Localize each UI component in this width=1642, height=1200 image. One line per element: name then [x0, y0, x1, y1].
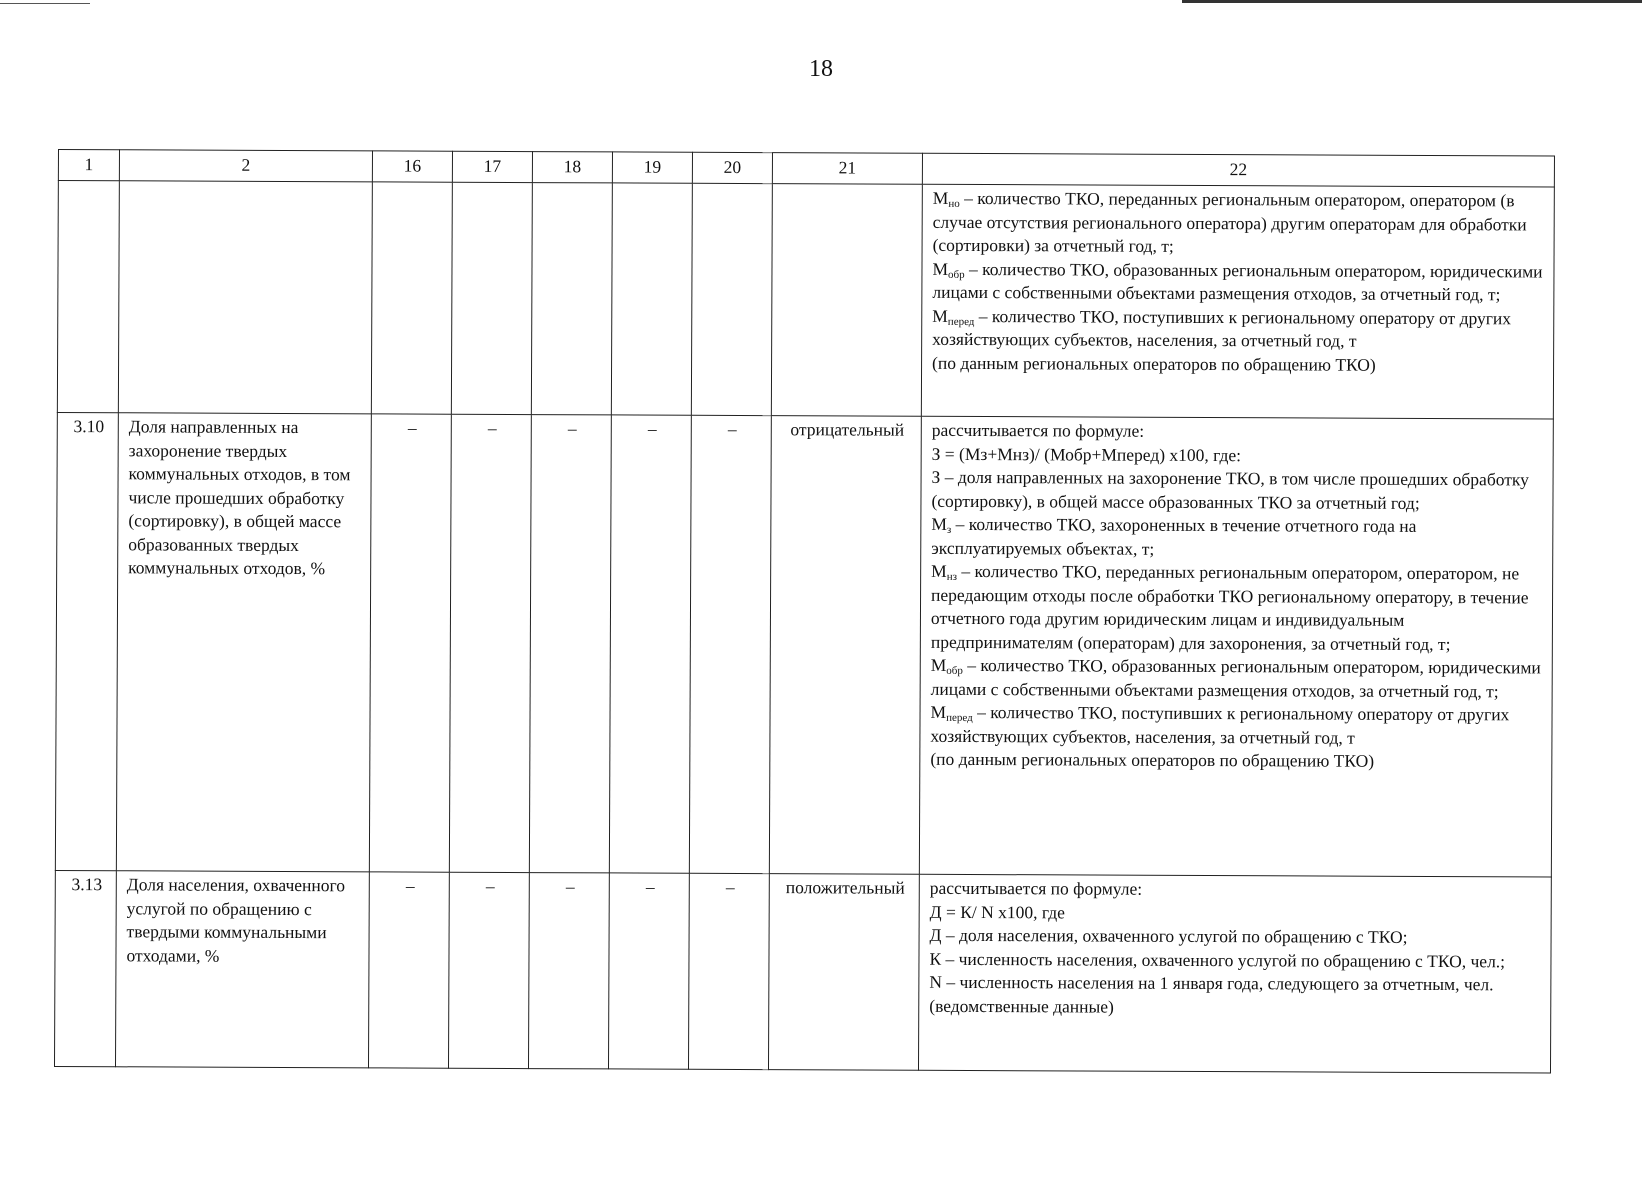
- column-header: 1: [58, 150, 119, 181]
- trend-sign: [771, 184, 922, 417]
- column-header: 19: [612, 152, 692, 183]
- indicator-name: [118, 181, 372, 414]
- description-line: $М_{перед}$ – количество ТКО, поступивших к региональному оператору от других хозяйствующих субъектов, населения, за отчетный год, т: [932, 305, 1512, 351]
- column-header: 18: [532, 152, 612, 183]
- formula: Д = К/ N x100, где: [929, 901, 1065, 922]
- column-header: 16: [372, 151, 452, 182]
- cell-16: –: [368, 872, 449, 1068]
- description-line: рассчитывается по формуле:: [929, 877, 1143, 899]
- formula: З = (Мз+Мнз)/ (Мобр+Мперед) x100, где:: [931, 443, 1242, 465]
- description-line: $М_{но}$ – количество ТКО, переданных региональным оператором, оператором (в случае отсутствия регионального оператора) другим операторам для обработки (сортировки) за отчетный год, т;: [932, 187, 1527, 256]
- indicator-name: Доля населения, охваченного услугой по обращению с твердыми коммунальными отходами, %: [115, 871, 369, 1068]
- cell-17: [451, 182, 532, 414]
- table-row: [57, 181, 1554, 420]
- description-line: рассчитывается по формуле:: [931, 419, 1145, 441]
- trend-sign: положительный: [768, 874, 919, 1071]
- cell-18: –: [528, 873, 609, 1069]
- page-number: 18: [809, 56, 833, 82]
- column-header: 22: [922, 153, 1554, 187]
- column-header: 2: [119, 150, 372, 182]
- description-line: $М_{нз}$ – количество ТКО, переданных региональным оператором, оператором, не передающим отходы после обработки ТКО региональному оператору, в течение отчетного года другим юридическим лицам и индивидуальным предпринимателям (операторам) для захоронения, за отчетный год, т;: [930, 560, 1529, 654]
- scan-edge-right: [1182, 0, 1642, 3]
- row-number: 3.10: [55, 412, 118, 870]
- description-source: (ведомственные данные): [929, 995, 1114, 1017]
- column-header: 20: [692, 152, 772, 183]
- indicator-name: Доля направленных на захоронение твердых коммунальных отходов, в том числе прошедших обработку (сортировку), в общей массе образованных твердых коммунальных отходов, %: [116, 413, 371, 872]
- description-line: $М_з$ – количество ТКО, захороненных в течение отчетного года на эксплуатируемых объектах, т;: [931, 513, 1417, 559]
- description-line: К – численность населения, охваченного услугой по обращению с ТКО, чел.;: [929, 948, 1506, 971]
- description-line: $М_{перед}$ – количество ТКО, поступивших к региональному оператору от других хозяйствующих субъектов, населения, за отчетный год, т: [930, 701, 1510, 748]
- method-description: [918, 874, 1551, 1073]
- description-source: (по данным региональных операторов по обращению ТКО): [930, 748, 1375, 771]
- cell-19: –: [608, 873, 689, 1069]
- cell-19: –: [609, 415, 691, 873]
- cell-19: [611, 183, 692, 415]
- table-row: [54, 870, 1551, 1073]
- column-header: 21: [772, 153, 922, 185]
- description-source: (по данным региональных операторов по обращению ТКО): [932, 352, 1376, 375]
- cell-16: –: [369, 414, 451, 872]
- cell-18: [531, 183, 612, 415]
- table-row: [55, 412, 1553, 877]
- description-line: Д – доля населения, охваченного услугой по обращению с ТКО;: [929, 924, 1408, 947]
- cell-16: [371, 182, 452, 414]
- cell-20: [691, 183, 772, 415]
- row-number: 3.13: [54, 870, 116, 1066]
- method-description: [921, 184, 1554, 419]
- method-description: [919, 416, 1553, 877]
- column-header: 17: [452, 151, 532, 182]
- cell-17: –: [449, 414, 531, 872]
- cell-20: –: [688, 873, 769, 1069]
- scan-edge-left: [0, 3, 90, 4]
- cell-20: –: [689, 415, 771, 873]
- cell-18: –: [529, 415, 611, 873]
- cell-17: –: [448, 872, 529, 1068]
- description-line: $М_{обр}$ – количество ТКО, образованных региональным оператором, юридическими лицами с собственными объектами размещения отходов, за отчетный год, т;: [930, 654, 1541, 701]
- description-line: N – численность населения на 1 января года, следующего за отчетным, чел.: [929, 971, 1494, 995]
- row-number: [57, 181, 119, 413]
- trend-sign: отрицательный: [769, 416, 921, 875]
- description-line: $М_{обр}$ – количество ТКО, образованных региональным оператором, юридическими лицами с собственными объектами размещения отходов, за отчетный год, т;: [932, 258, 1543, 305]
- description-line: З – доля направленных на захоронение ТКО, в том числе прошедших обработку (сортировку), в общей массе образованных ТКО за отчетный год;: [931, 466, 1529, 513]
- indicator-table: [54, 149, 1555, 1074]
